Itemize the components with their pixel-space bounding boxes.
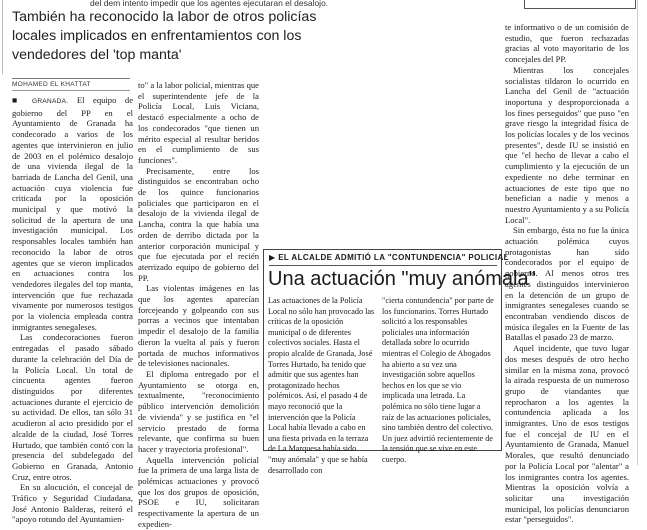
paragraph: Mientras los concejales socialistas tildaron lo ocurrido en Lancha del Genil de "actuación inoportuna y desproporcionada a los fines perseguidos" que puso "en grave riesgo la integridad física de los policías locales y de los vecinos presentes", desde IU se insistió en que "el hecho de llevar a cabo el cumplimiento y la ejecución de un expediente no debe terminar en actuaciones de este tipo que no benefician a nadie y menos a nuestro Ayuntamiento y a su Policía Local".	[505, 64, 629, 225]
column-rule	[2, 0, 3, 74]
paragraph: En su alocución, el concejal de Tráfico y Seguridad Ciudadana, José Antonio Balderas, reiteró el "apoyo rotundo del Ayuntamien-	[12, 482, 133, 525]
dateline: GRANADA.	[32, 98, 69, 105]
byline: MOHAMED EL KHATTAT	[12, 78, 130, 91]
paragraph	[12, 95, 133, 332]
paragraph: Aquel incidente, que tuvo lugar dos meses después de otro hecho similar en la misma zona, provocó la airada respuesta de un numeroso grupo de viandantes que reprocharon a los agentes la contundencia aplicada a los inmigrantes. Uno de esos testigos fue el concejal de IU en el Ayuntamiento de Granada, Manuel Morales, que resultó denunciado por la Policía Local por "alentar" a los inmigrantes contra los agentes. Mientras la oposición volvía a solicitar una investigación municipal, los policías denunciaron estar "perseguidos".	[505, 343, 629, 525]
paragraph: El diploma entregado por el Ayuntamiento se otorga en, textualmente, "reconocimiento público intervención demolición de vivienda" y se justifica en "el servicio prestado de forma relevante, que confirma su buen hacer y trayectoria profesional".	[138, 368, 259, 454]
triangle-right-icon: ▶	[269, 253, 279, 262]
box-column-1	[268, 296, 376, 476]
article-column-4	[505, 22, 629, 525]
paragraph: te informativo o de un comisión de estudio, que fueron rechazadas gracias al voto mayoritario de los concejales del PP.	[505, 22, 629, 65]
paragraph: Sin embargo, ésta no fue la única actuación polémica cuyos protagonistas han sido condecorados por el equipo de gobierno. Al menos otros tres agentes distinguidos intervinieron en la detención de un grupo de inmigrantes senegaleses cuando se encontraban vendiendo discos de música ilegales en la Fuente de las Batallas el pasado 23 de marzo.	[505, 225, 629, 343]
page-edge-rule	[637, 0, 638, 465]
article-headline: También ha reconocido la labor de otros policías locales implicados en enfrentamientos con los vendedores del 'top manta'	[12, 9, 317, 63]
sidebar-box	[263, 249, 536, 475]
paragraph: Las violentas imágenes en las que los agentes aparecían forcejeando y golpeando con sus porras a vecinos que intentaban impedir el desalojo de la familia dieron la vuelta al país y fueron portada de muchos informativos de televisiones nacionales.	[138, 283, 259, 369]
paragraph: "cierta contundencia" por parte de los funcionarios. Torres Hurtado solicitó a los responsables policiales una información detallada sobre lo ocurrido mientras el Colegio de Abogados ha abierto a su vez una investigación sobre aquellos hechos en los que se vio implicada una letrada. La polémica no sólo tiene lugar a raíz de las actuaciones policiales, sino también dentro del colectivo. Un juez advirtió recientemente de la tensión que se vive en este cuerpo.	[382, 296, 494, 464]
article-column-2	[138, 80, 259, 530]
previous-box-frame	[524, 0, 636, 9]
box-title: Una actuación "muy anómala"	[268, 268, 536, 290]
paragraph: Precisamente, entre los distinguidos se encontraban ocho de los quince funcionarios policiales que participaron en el desalojo de la vivienda ilegal de Lancha, contra la que había una orden de derribo dictada por la anterior corporación municipal y que fue ejecutada por el recién aterrizado equipo de gobierno del PP.	[138, 165, 259, 283]
article-column-1	[12, 95, 133, 525]
bullet-square-icon: ■	[12, 95, 33, 105]
photo-caption: del dem intento impedir que los agentes ejecutaran el desalojo.	[90, 0, 329, 8]
kicker-text: EL ALCALDE ADMITIÓ LA "CONTUNDENCIA" POLICIAL	[278, 253, 509, 262]
paragraph: Las actuaciones de la Policía Local no sólo han provocado las críticas de la oposición municipal o de diferentes colectivos sociales. Hasta el propio alcalde de Granada, José Torres Hurtado, ha tenido que admitir que sus agentes han protagonizado hechos polémicos. Así, el pasado 4 de mayo reconoció que la intervención que la Policía Local había llevado a cabo en una fiesta privada en la terraza de La Marquesa había sido "muy anómala" y que se había desarrollado con	[268, 296, 375, 475]
paragraph: to" a la labor policial, mientras que el superintendente jefe de la Policía Local, Luis Viciana, destacó especialmente a ocho de los condecorados "que tienen un mérito especial al resultar heridos en el cumplimiento de sus funciones".	[138, 80, 259, 165]
paragraph: Aquella intervención policial fue la primera de una larga lista de polémicas actuaciones y provocó que los dos grupos de oposición, PSOE e IU, solicitaran respectivamente la apertura de un expedien-	[138, 454, 259, 529]
paragraph-text: El equipo de gobierno del PP en el Ayuntamiento de Granada ha condecorado a varios de los agentes que intervinieron en julio de 2003 en el polémico desalojo de una vivienda ilegal de la barriada de Lancha del Genil, una actuación cuya violencia fue criticada por la oposición municipal y que motivó la solicitud de la apertura de una investigación municipal. Los responsables locales también han reconocido la labor de otros agentes que se vieron implicados en actuaciones contra los vendedores ilegales del top manta, intervención que fue rechazada vivamente por numerosos testigos por la violencia empleada contra inmigrantes senegaleses.	[12, 95, 134, 332]
box-kicker	[269, 253, 509, 266]
paragraph: Las condecoraciones fueron entregadas el pasado sábado durante la celebración del Día de la Policía Local. Un total de cincuenta agentes fueron distinguidos por diferentes actuaciones durante el ejercicio de su actividad. De ellos, tan sólo 31 acudieron al acto presidido por el alcalde de la ciudad, José Torres Hurtado, que también contó con la presencia del subdelegado del Gobierno en Granada, Antonio Cruz, entre otros.	[12, 332, 133, 482]
box-column-2	[382, 296, 494, 466]
